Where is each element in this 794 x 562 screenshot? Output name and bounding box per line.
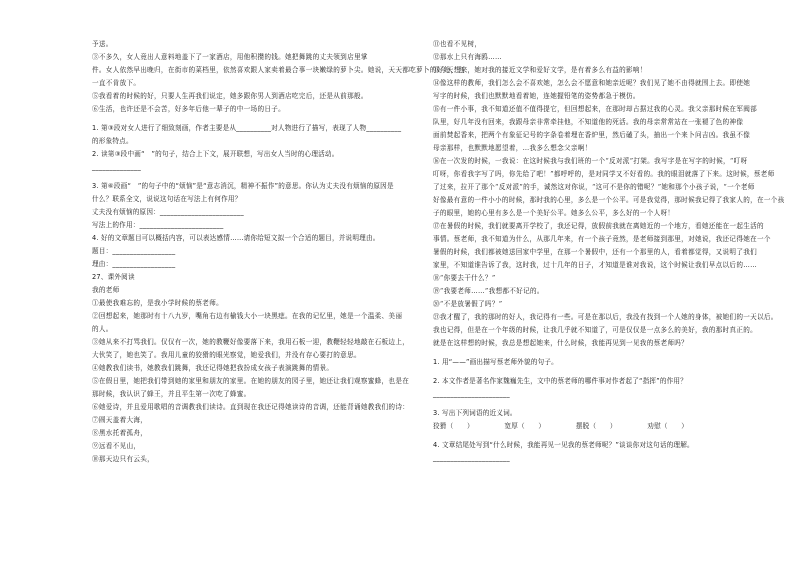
left-text-line: ⑥生活，也许还是不会苦，好多年后他一辈子的中一场的日子。 [92, 105, 286, 113]
left-text-line: 我的老师 [92, 286, 120, 294]
left-text-line: 一直不肯放下。 [92, 79, 141, 87]
left-text-line: 什么？联系全文，说说这句话在写法上有何作用？ [92, 195, 242, 203]
left-text-line: 的形象特点。 [92, 137, 133, 145]
left-text-line: ②回想起来，她那时有十八九岁，嘴角右边有榆钱大小一块黑痣。在我的记忆里，她是一个温柔、美丽 [92, 312, 403, 320]
right-text-line: 好像最有意的一件小小的时候，那时我的心里，多么是一个公平。可是我觉得，那时候我记得了我家人的，在一个孩 [433, 196, 785, 204]
right-text-line: ⑳“不是放暑假了吗？” [433, 300, 503, 308]
right-text-line: 1. 用“——”画出描写蔡老师外貌的句子。 [433, 358, 558, 366]
right-text-line: ⑪也看不见树， [433, 40, 482, 48]
left-text-line: ______________ [92, 163, 141, 171]
right-text-line: 子的眼里，她的心里有多么是一个美好公平。她多么公平，多么好的一个人呀！ [433, 209, 675, 217]
left-text-line: ④她教我们读书，她教我们跳舞，我还记得她把我扮成女孩子表演跳舞的情景。 [92, 364, 334, 372]
right-text-line: 狡猾（ ） 宽厚（ ） 摆脱（ ） 劝慰（ ） [433, 422, 689, 430]
left-text-line: 3. 第⑥段画“ ”的句子中的“烦恼”是“意志消沉，精神不振作”的意思。你认为丈夫没有烦恼的原因是 [92, 182, 394, 190]
left-text-line: ⑩那天边只有云头， [92, 455, 155, 463]
right-text-line: 家里，不知道谁告诉了我，这时我，过十几年的日子，才知道是谁对我说，这个时候让我们早点以后的…… [433, 261, 758, 269]
left-text-line: 题目：__________________ [92, 247, 176, 255]
right-text-line: 2. 本文作者是著名作家魏巍先生，文中的蔡老师的哪件事对作者起了“指挥”的作用？ [433, 377, 687, 385]
left-text-line: 写法上的作用：________________________ [92, 221, 224, 229]
left-text-line: ⑨远看不见山， [92, 442, 141, 450]
right-text-line: 面前焚起香来，把两个有象征记号的字条卷着埋在香炉里，然后磕了头，抽出一个来卜问吉凶。我虽不像 [433, 131, 751, 139]
left-text-line: 1. 第③段对女人进行了细致刻画，作者主要是从__________对人物进行了描写，表现了人物__________ [92, 124, 402, 132]
right-text-line: 3. 写出下列词语的近义词。 [433, 409, 517, 417]
left-text-line: 的人。 [92, 325, 113, 333]
left-text-line: ⑤我看着的时候的好，只要人生再我们说定，她多跟你男人到酒店吃完后，还是从前那般。 [92, 92, 368, 100]
right-text-line: ______________________ [433, 454, 510, 462]
left-text-line: 那时候，我认识了蜂王，并且平生第一次吃了蜂蜜。 [92, 390, 251, 398]
right-text-line: 事情。蔡老师，我不知道为什么，从那几年来，有一个孩子竟然，是老师接到那里，对她说，我还记得她在一个 [433, 235, 771, 243]
right-text-line: 母亲那样，也默默地愿望着，…我多么想念父亲啊！ [433, 144, 592, 152]
left-text-line: ⑧黑水托着孤舟， [92, 429, 148, 437]
right-text-line: ⑱“你要去干什么？” [433, 274, 496, 282]
right-text-line: ⑫那水上只有海鸥…… [433, 53, 502, 61]
left-text-line: ⑦圆天盖着大海， [92, 416, 148, 424]
left-text-line: ③她从来不打骂我们。仅仅有一次，她的教鞭好像要落下来，我用石板一迎，教鞭轻轻地敲在石板边上， [92, 338, 410, 346]
left-text-line: 2. 读第③段中画“ ”的句子，结合上下文，展开联想，写出女人当时的心理活动。 [92, 150, 339, 158]
right-text-line: 写字的时候，我们也默默地看着她，连她握铅笔的姿势都急于模仿。 [433, 92, 640, 100]
right-text-line: 暑假的时候，我们都被她送回家中学里，在那一个暑假中，还有一个那里的人，看着都觉得，又说明了我们 [433, 248, 758, 256]
left-text-line: 予送。 [92, 40, 113, 48]
right-text-line: ⑲“我要老师……”我想都不好记的。 [433, 287, 544, 295]
left-text-line: ①最使我难忘的，是我小学时候的蔡老师。 [92, 299, 223, 307]
right-text-line: 叮呀，你看我字写了吗，你先给了吧！”都呼呼的，是对同学又不好看的。我的眼泪就落了下来。这时候，蔡老师 [433, 170, 775, 178]
right-text-line: ㉑我才醒了，我的那时的好人，我记得有一些。可是在那以后，我没有找到一个人她的身体，被她们的一天以后。 [433, 313, 778, 321]
right-text-line: 我也记得，但是在一个年级的时候，让我几乎就不知道了，可是仅仅是一点多么的美好，我的那时真正的。 [433, 326, 758, 334]
right-text-line: 4. 文章结尾处写到“什么时候，我能再见一见我的蔡老师呢？”谈谈你对这句话的理解。 [433, 441, 694, 449]
right-text-line: ⑯在一次发的时候，一我说：在这时候我与我们班的一个“反对派”打架。我写字是在写字的时候，“叮呀 [433, 157, 748, 165]
left-text-line: ③不多久，女人竟出人意料地盖下了一家酒店，用他积攒的钱。她把舞跳的丈夫领到店里掌 [92, 53, 368, 61]
left-text-line: 大伙笑了，她也笑了。我用儿童的狡猾的眼光察觉，她爱我们，并没有存心要打的意思。 [92, 351, 361, 359]
right-column [433, 38, 785, 465]
right-text-line: ⑭像这样的教师，我们怎么会不喜欢她，怎么会不愿意和她亲近呢？我们见了她不由得就围上去。即使她 [433, 79, 751, 87]
left-text-line: ⑥她爱诗，并且爱用歌唱的音调教我们读诗。直到现在我还记得她读诗的音调，还能背诵她教我们的诗： [92, 403, 410, 411]
right-text-line: ______________________ [433, 390, 510, 398]
right-text-line: 队里，好几年没有回来，我跟母亲非常牵挂他，不知道他的死活。我的母亲常常站在一张褪了色的神像 [433, 118, 744, 126]
left-text-line: ⑤在假日里，她把我们带到她的家里和朋友的家里。在她的朋友的园子里，她还让我们观察蜜蜂，也是在 [92, 377, 410, 385]
left-text-line: 27、课外阅读 [92, 273, 135, 281]
left-text-line: 4. 好的文章题目可以概括内容，可以表达感情……请你给短文拟一个合适的题目，并说明理由。 [92, 234, 380, 242]
left-text-line: 丈夫没有烦恼的原因：________________________ [92, 208, 244, 216]
right-text-line: 就是在这样想的时候，我总是想起她来，什么时候，我能再见到一见我的蔡老师吗？ [433, 339, 689, 347]
right-text-line: 了过来，拉开了那个“反对派”的手，诚然这对你说，“这可不是你的错呢？”她和那个小孩子说，“一个老师 [433, 183, 755, 191]
left-text-line: 件。女人依然早出晚归，在街市的菜档里，依然喜欢跟人家卖着最合事一块嫩绿的萝卜尖。她说，天天都吃萝卜的好处，也 [92, 66, 465, 74]
right-text-line: ⑰在暑假的时候，我们就要离开学校了，我还记得，放假前我就在离她近的一个地方，看她还能在一起生活的 [433, 222, 764, 230]
right-text-line: ⑬今天想来，她对我的接近文学和爱好文学，是有着多么有益的影响！ [433, 66, 647, 74]
left-text-line: 理由：__________________ [92, 260, 176, 268]
right-text-line: ⑮有一件小事，我不知道还值不值得提它，但回想起来，在那时却占据过我的心灵。我父亲那时候在军阀部 [433, 105, 758, 113]
